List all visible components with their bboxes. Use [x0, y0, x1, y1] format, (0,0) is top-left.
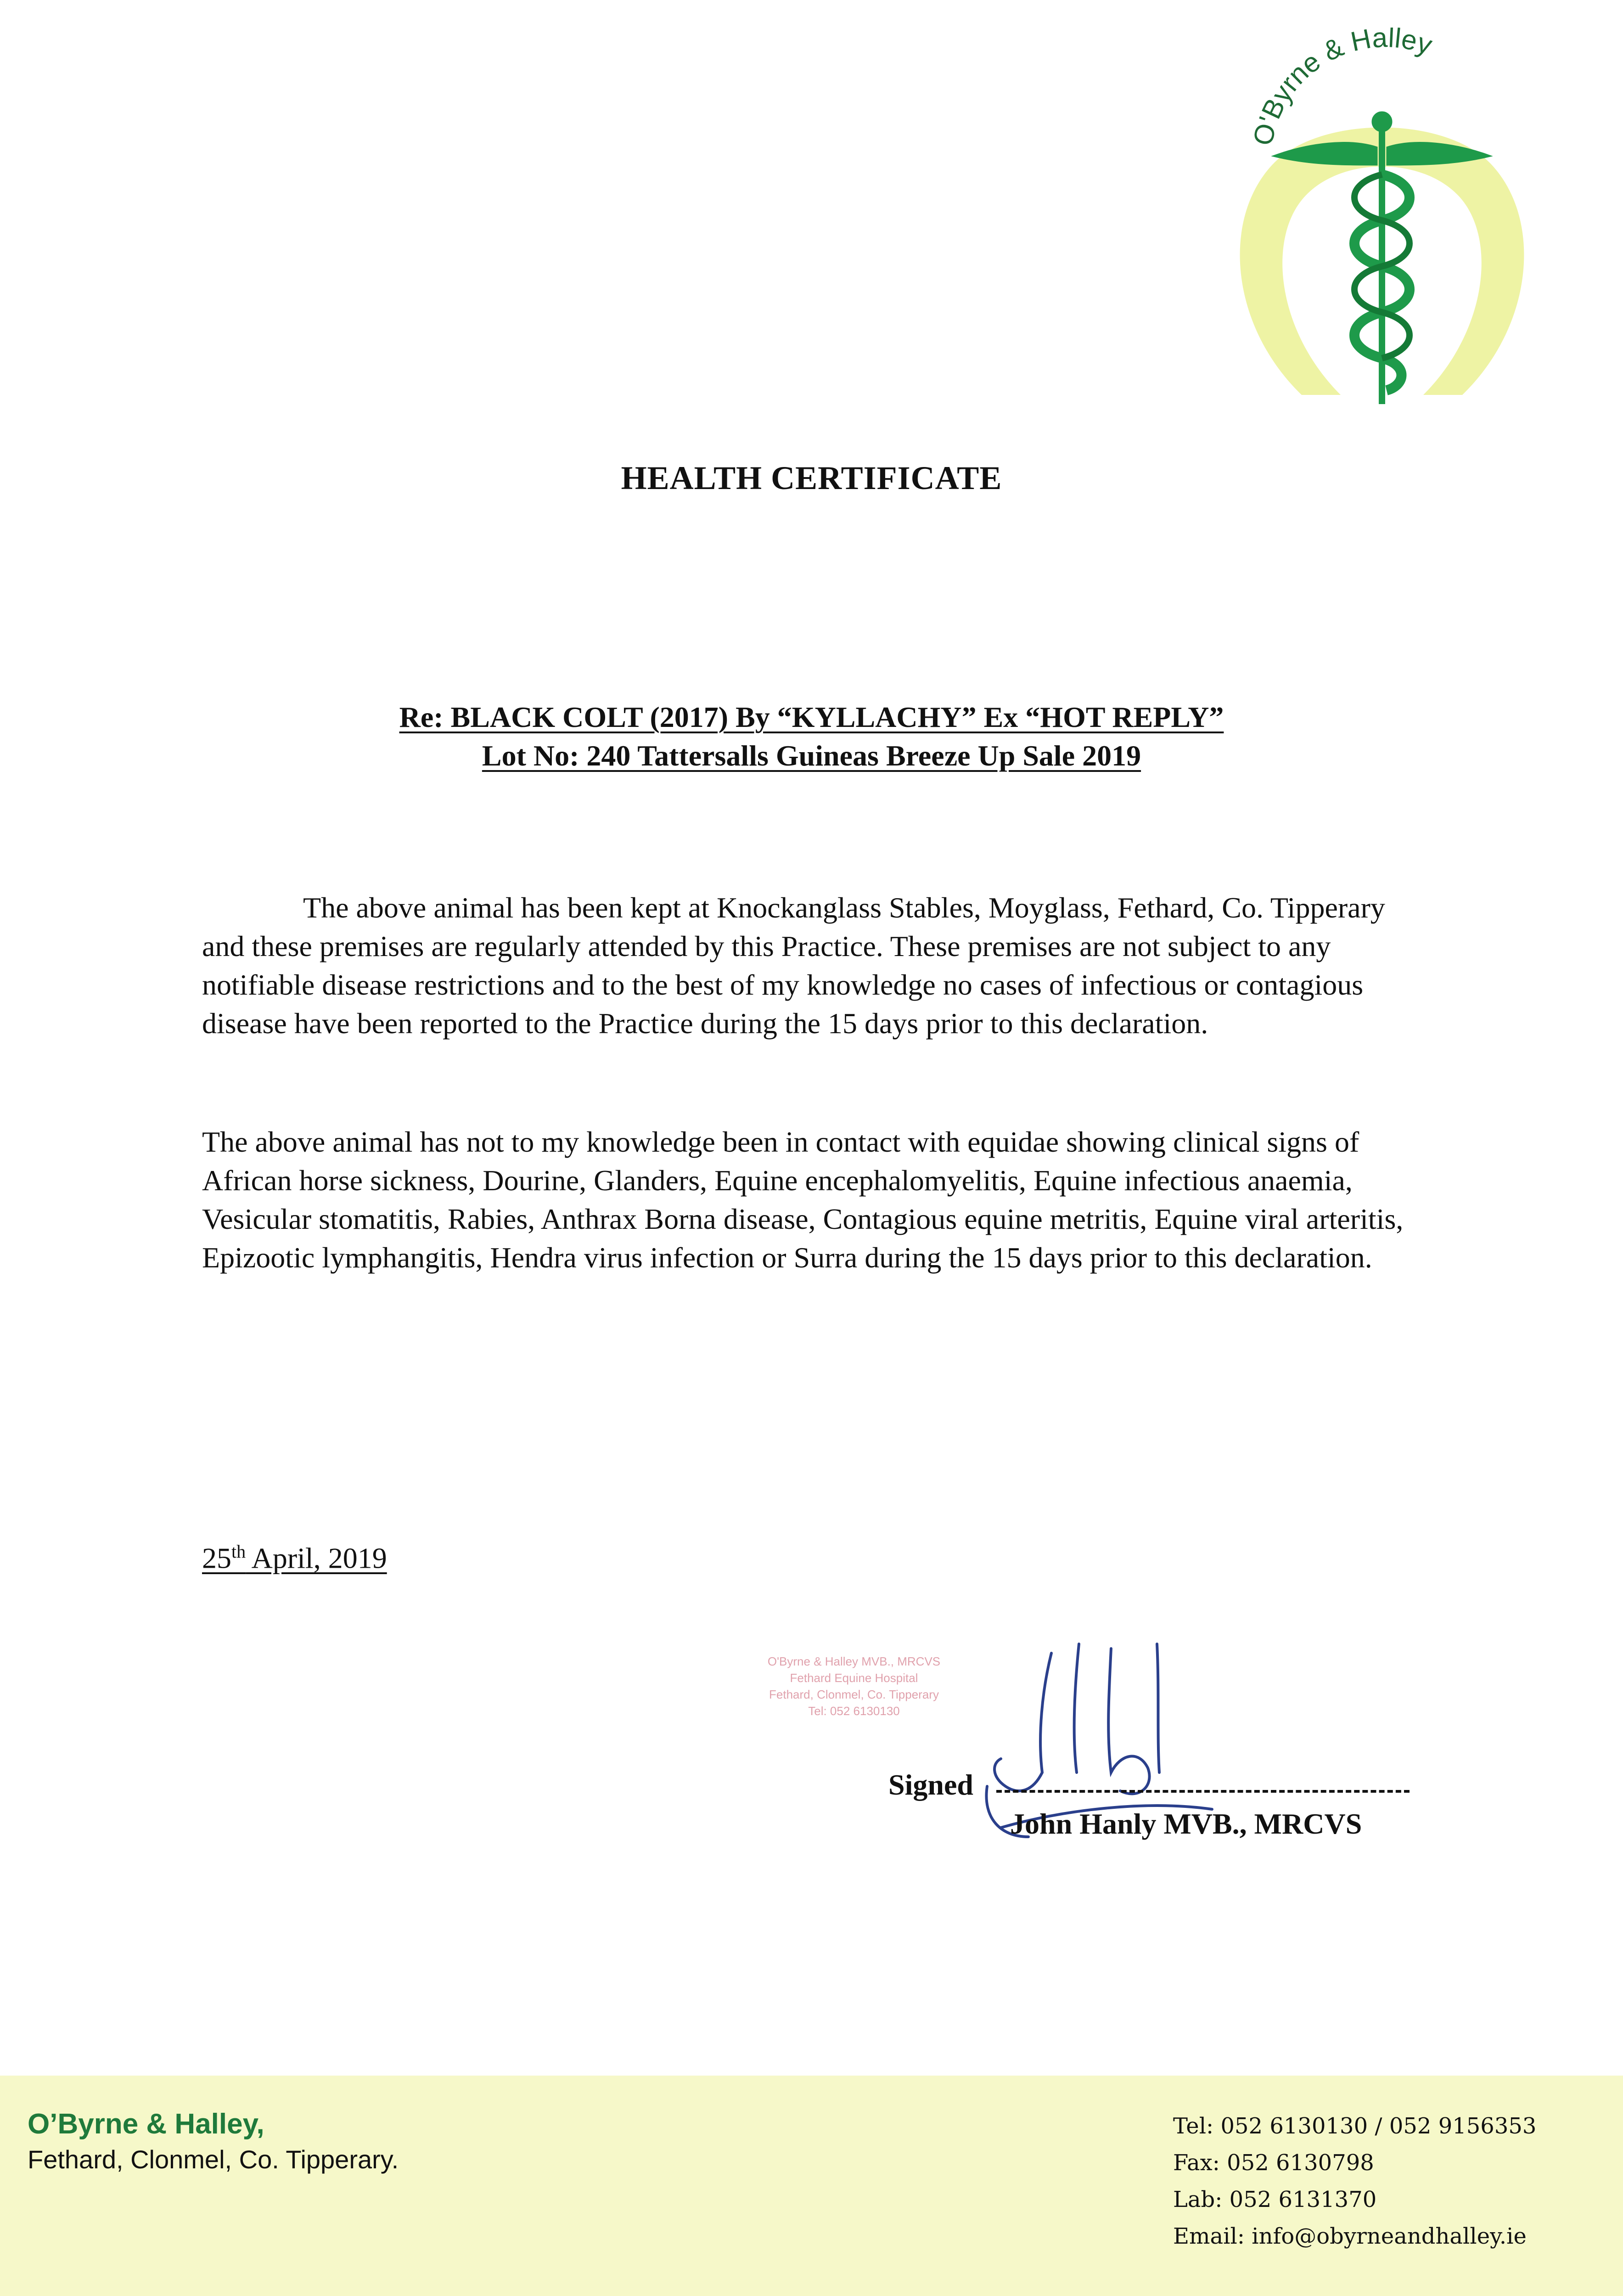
practice-stamp: O'Byrne & Halley MVB., MRCVS Fethard Equine Hospital Fethard, Clonmel, Co. Tipperary Tel: 052 6130130 — [767, 1654, 941, 1718]
footer-address: Fethard, Clonmel, Co. Tipperary. — [28, 2145, 399, 2174]
subject-block — [0, 698, 1623, 775]
footer-lab: Lab: 052 6131370 — [1173, 2187, 1377, 2212]
signer-name: John Hanly MVB., MRCVS — [1010, 1807, 1362, 1840]
footer-contact — [1173, 2108, 1536, 2255]
signature-line — [996, 1790, 1410, 1793]
document-title: HEALTH CERTIFICATE — [621, 460, 1002, 496]
logo-text: O'Byrne & Halley — [1247, 28, 1436, 148]
footer-practice-name: O’Byrne & Halley, — [28, 2108, 264, 2140]
declaration-paragraph-1: The above animal has been kept at Knockanglass Stables, Moyglass, Fethard, Co. Tipperary and these premises are regularly attended by this Practice. These premises are not subject to any notifiable disease restrictions and to the best of my knowledge no cases of infectious or contagious disease have been reported to the Practice during the 15 days prior to this declaration. — [202, 891, 1385, 1040]
declaration-paragraph-2: The above animal has not to my knowledge been in contact with equidae showing clinical signs of African horse sickness, Dourine, Glanders, Equine encephalomyelitis, Equine infectious anaemia, Vesicular stomatitis, Rabies, Anthrax Borna disease, Contagious equine metritis, Equine viral arteritis, Epizootic lymphangitis, Hendra virus infection or Surra during the 15 days prior to this declaration. — [202, 1125, 1404, 1274]
footer-fax: Fax: 052 6130798 — [1173, 2150, 1374, 2176]
footer-tel: Tel: 052 6130130 / 052 9156353 — [1173, 2113, 1537, 2139]
subject-line-lot: Lot No: 240 Tattersalls Guineas Breeze Up Sale 2019 — [482, 739, 1141, 772]
footer-email: Email: info@obyrneandhalley.ie — [1173, 2223, 1527, 2249]
certificate-date: 25th April, 2019 — [202, 1541, 387, 1575]
subject-line-horse: Re: BLACK COLT (2017) By “KYLLACHY” Ex “HOT REPLY” — [399, 701, 1224, 733]
signed-label: Signed — [888, 1768, 973, 1801]
practice-logo — [1203, 28, 1561, 422]
